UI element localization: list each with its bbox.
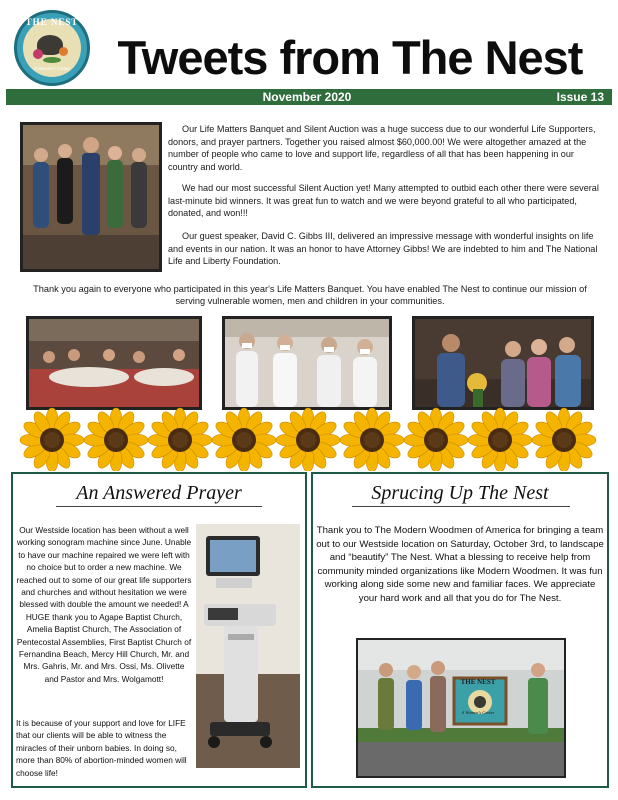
sign-subtitle: A Women's Center xyxy=(461,710,495,715)
newsletter-title: Tweets from The Nest xyxy=(117,31,583,84)
answered-prayer-heading: An Answered Prayer xyxy=(76,482,242,504)
volunteers-photo xyxy=(222,316,392,410)
sunflower-icon xyxy=(276,408,340,471)
sonogram-machine-photo xyxy=(196,524,300,768)
sign-title: THE NEST xyxy=(460,678,496,686)
guests-photo xyxy=(412,316,594,410)
sunflower-icon xyxy=(468,408,532,471)
nest-logo xyxy=(14,10,90,86)
sprucing-up-heading: Sprucing Up The Nest xyxy=(371,482,549,504)
sunflower-icon xyxy=(20,408,84,471)
answered-prayer-closing: It is because of your support and love for LIFE that our clients will be able to witness the miracles of their unborn babies. In doing so, more than 80% of abortion-minded women will choose life! xyxy=(16,718,187,778)
sunflower-icon xyxy=(212,408,276,471)
sunflower-row xyxy=(0,405,618,471)
logo-flower xyxy=(33,49,43,59)
sprucing-up-body: Thank you to The Modern Woodmen of America for bringing a team out to our Westside location on Saturday, October 3rd, to landscape and “beautify” The Nest. What a blessing to receive help from community minded organizations like Modern Woodmen. It was fun working along side some new and familiar faces. We appreciate your hard work and all that you do for The Nest. xyxy=(316,525,604,604)
logo-title: THE NEST xyxy=(25,17,79,27)
heading-underline xyxy=(352,506,570,507)
logo-subtitle: A Women's Center xyxy=(33,67,71,72)
sunflower-icon xyxy=(532,408,596,471)
logo-flower xyxy=(59,47,68,56)
banquet-paragraph-2: We had our most successful Silent Auction yet! Many attempted to outbid each other there were several last-minute bid winners. It was great fun to watch and we were beyond grateful to all who participated, donated, and won!!! xyxy=(168,183,599,219)
banquet-paragraph-1: Our Life Matters Banquet and Silent Auction was a huge success due to our wonderful Life Supporters, donors, and prayer partners. Together you raised almost $60,000.00! We were altogether amazed at the number of people who came to love and support life, regardless of all that has been happening in our country and world. xyxy=(168,124,596,172)
logo-leaf xyxy=(43,57,61,63)
banquet-thanks: Thank you again to everyone who participated in this year's Life Matters Banquet. You have enabled The Nest to continue our mission of serving vulnerable women, men and children in your communities. xyxy=(33,284,587,307)
sunflower-icon xyxy=(340,408,404,471)
landscaping-team-photo xyxy=(356,638,566,778)
banquet-paragraph-3: Our guest speaker, David C. Gibbs III, delivered an impressive message with wonderful insights on life and events in our nation. It was an honor to have Attorney Gibbs! We are indebted to him and The National Life and Liberty Foundation. xyxy=(168,231,598,267)
banquet-tables-photo xyxy=(26,316,202,410)
sunflower-icon xyxy=(404,408,468,471)
banquet-group-photo xyxy=(20,122,162,272)
sunflower-icon xyxy=(148,408,212,471)
sunflower-icon xyxy=(84,408,148,471)
heading-underline xyxy=(56,506,262,507)
answered-prayer-body: Our Westside location has been without a well working sonogram machine since June. Unable to have our machine repaired we were left with no choice but to order a new machine. We reached out to some of our great life supporters and churches and without hesitation we were blessed with double the amount we needed! A HUGE thank you to Agape Baptist Church, Amelia Baptist Church, The Association of Pentecostal Assemblies, First Baptist Church of Fernandina Beach, Mercy Hill Church, Mr. and Mrs. Gahris, Mr. and Mrs. Ossi, Ms. Olivette and Pastor and Mrs. Wolgamott! xyxy=(16,525,192,684)
issue-date: November 2020 xyxy=(262,90,352,104)
issue-number: Issue 13 xyxy=(556,90,604,104)
